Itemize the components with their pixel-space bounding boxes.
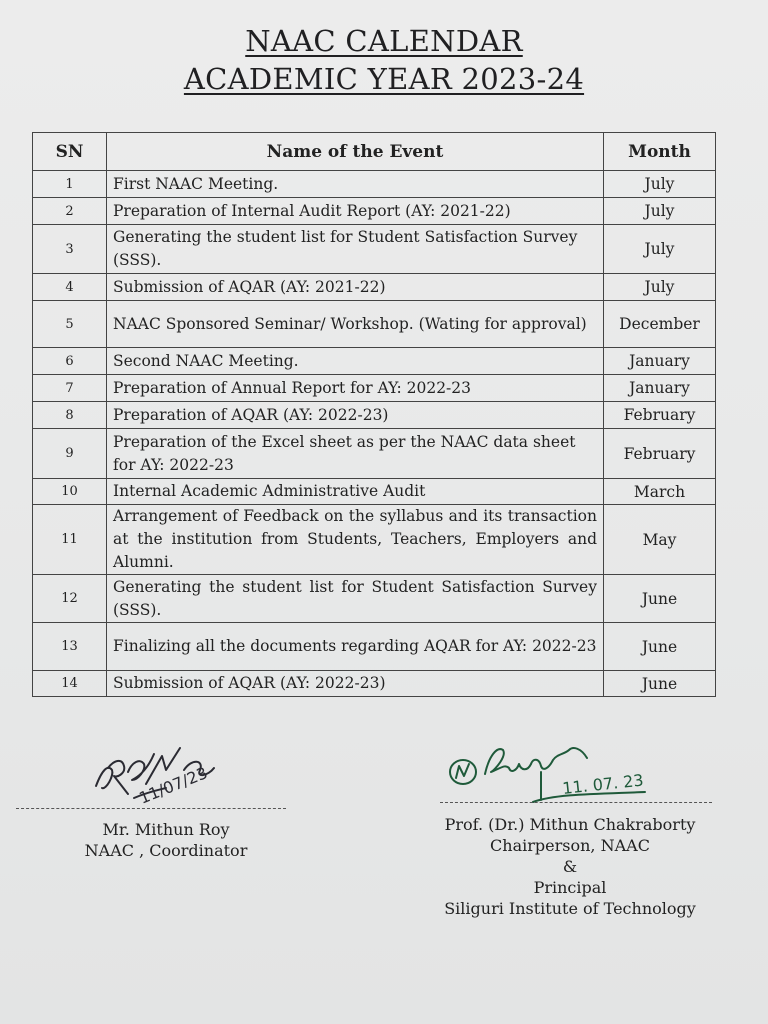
row-serial-number: 12	[33, 575, 107, 623]
row-serial-number: 8	[33, 402, 107, 429]
row-month: July	[604, 274, 716, 301]
title-line-1: NAAC CALENDAR	[245, 24, 523, 58]
left-signatory	[16, 819, 316, 861]
row-month: February	[604, 402, 716, 429]
table-row	[33, 225, 716, 274]
svg-text:11. 07. 23: 11. 07. 23	[561, 770, 645, 798]
row-event-name: Preparation of Annual Report for AY: 2022-23	[107, 375, 604, 402]
row-month: June	[604, 575, 716, 623]
row-event-name: First NAAC Meeting.	[107, 171, 604, 198]
table-row	[33, 375, 716, 402]
column-header-sn: SN	[33, 133, 107, 171]
row-serial-number: 11	[33, 505, 107, 575]
row-serial-number: 13	[33, 623, 107, 671]
right-signatory-title-2: Principal	[533, 878, 607, 897]
row-event-name: Internal Academic Administrative Audit	[107, 479, 604, 505]
row-month: July	[604, 171, 716, 198]
document-subtitle	[0, 62, 768, 96]
row-serial-number: 7	[33, 375, 107, 402]
table-row	[33, 575, 716, 623]
right-signature	[445, 728, 675, 808]
right-signatory-name: Prof. (Dr.) Mithun Chakraborty	[444, 815, 696, 834]
table-header-row	[33, 133, 716, 171]
right-signatory-title-1: Chairperson, NAAC	[490, 836, 650, 855]
row-serial-number: 10	[33, 479, 107, 505]
row-event-name: Second NAAC Meeting.	[107, 348, 604, 375]
row-month: February	[604, 429, 716, 479]
row-month: December	[604, 301, 716, 348]
row-event-name: Arrangement of Feedback on the syllabus and its transaction at the institution from Students, Teachers, Employers and Alumni.	[107, 505, 604, 575]
table-row	[33, 198, 716, 225]
table-row	[33, 301, 716, 348]
table-row	[33, 274, 716, 301]
document-title	[0, 24, 768, 58]
row-serial-number: 1	[33, 171, 107, 198]
row-event-name: Generating the student list for Student Satisfaction Survey (SSS).	[107, 225, 604, 274]
right-signatory-institution: Siliguri Institute of Technology	[444, 899, 696, 918]
row-month: July	[604, 198, 716, 225]
row-event-name: Generating the student list for Student Satisfaction Survey (SSS).	[107, 575, 604, 623]
left-signature-line	[16, 808, 286, 809]
right-signature-line	[440, 802, 712, 803]
row-month: June	[604, 623, 716, 671]
table-row	[33, 623, 716, 671]
row-month: January	[604, 375, 716, 402]
row-event-name: Preparation of AQAR (AY: 2022-23)	[107, 402, 604, 429]
table-row	[33, 505, 716, 575]
table-row	[33, 171, 716, 198]
row-serial-number: 2	[33, 198, 107, 225]
table-row	[33, 429, 716, 479]
svg-text:11/07/23: 11/07/23	[136, 763, 211, 808]
left-signatory-title: NAAC , Coordinator	[84, 841, 248, 860]
row-month: June	[604, 671, 716, 697]
row-month: July	[604, 225, 716, 274]
row-serial-number: 3	[33, 225, 107, 274]
right-signatory-ampersand: &	[562, 857, 578, 876]
row-event-name: Preparation of the Excel sheet as per the NAAC data sheet for AY: 2022-23	[107, 429, 604, 479]
row-month: January	[604, 348, 716, 375]
column-header-month: Month	[604, 133, 716, 171]
left-signatory-name: Mr. Mithun Roy	[102, 820, 230, 839]
row-event-name: Submission of AQAR (AY: 2021-22)	[107, 274, 604, 301]
table-row	[33, 479, 716, 505]
row-month: May	[604, 505, 716, 575]
row-serial-number: 9	[33, 429, 107, 479]
left-signature	[88, 740, 238, 810]
table-row	[33, 671, 716, 697]
row-event-name: Submission of AQAR (AY: 2022-23)	[107, 671, 604, 697]
column-header-event: Name of the Event	[107, 133, 604, 171]
title-line-2: ACADEMIC YEAR 2023-24	[183, 62, 585, 96]
row-serial-number: 4	[33, 274, 107, 301]
row-month: March	[604, 479, 716, 505]
calendar-table	[32, 132, 716, 697]
row-serial-number: 6	[33, 348, 107, 375]
row-event-name: Finalizing all the documents regarding AQAR for AY: 2022-23	[107, 623, 604, 671]
row-serial-number: 5	[33, 301, 107, 348]
table-row	[33, 348, 716, 375]
row-event-name: NAAC Sponsored Seminar/ Workshop. (Wating for approval)	[107, 301, 604, 348]
table-row	[33, 402, 716, 429]
row-serial-number: 14	[33, 671, 107, 697]
row-event-name: Preparation of Internal Audit Report (AY: 2021-22)	[107, 198, 604, 225]
right-signatory	[420, 814, 720, 919]
